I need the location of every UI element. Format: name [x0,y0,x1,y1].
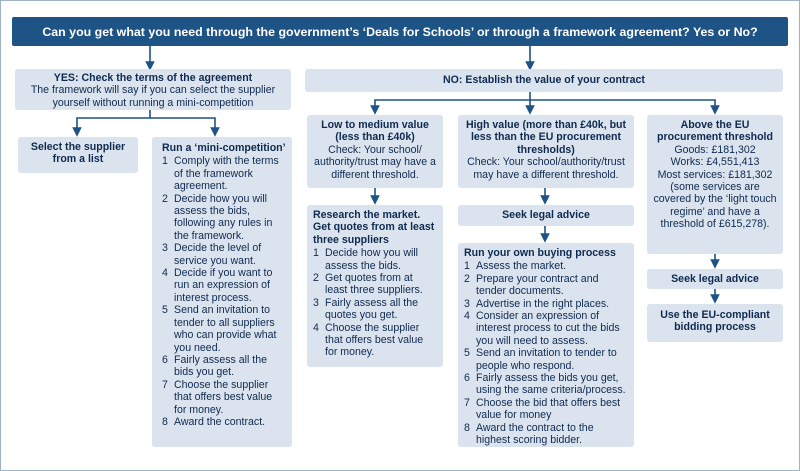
low-value-heading: Low to medium value (less than £40k) [321,119,429,144]
eu-goods: Goods: £181,302 [674,143,756,156]
high-legal-advice-box [458,205,634,226]
step-item [313,297,437,322]
step-number: 1 [313,247,319,260]
mini-competition-steps [162,155,286,428]
high-value-heading: High value (more than £40k, but less than the EU procurement thresholds) [465,119,627,156]
step-text: Decide how you will assess the bids. [325,247,419,272]
step-item [464,273,628,298]
step-number: 3 [313,296,319,309]
eu-note: (some services are covered by the ‘light touch regime’ and have a threshold of £615,278). [653,181,777,231]
buying-process-steps [464,260,628,446]
step-number: 3 [464,297,470,310]
research-heading: Research the market. Get quotes from at least three suppliers [313,209,435,246]
connector-no-eu [530,100,715,110]
step-text: Fairly assess all the quotes you get. [325,296,419,322]
step-number: 3 [162,242,168,255]
step-item [464,422,628,447]
step-number: 6 [464,372,470,385]
step-number: 5 [464,347,470,360]
step-number: 4 [313,321,319,334]
step-item [313,272,437,297]
step-number: 4 [464,310,470,323]
step-number: 4 [162,267,168,280]
step-item [162,304,286,354]
yes-text: The framework will say if you can select the supplier yourself without running a mini-competition [30,84,276,109]
step-text: Choose the supplier that offers best value for money. [174,378,273,416]
low-value-box [307,115,443,188]
step-number: 8 [162,415,168,428]
step-item [464,347,628,372]
eu-legal-advice-box [647,269,783,289]
step-text: Choose the supplier that offers best value for money. [325,321,424,359]
step-number: 1 [464,260,470,273]
step-item [162,193,286,243]
step-item [162,379,286,416]
step-text: Fairly assess all the bids you get. [174,353,268,379]
step-number: 8 [464,421,470,434]
yes-heading: YES: Check the terms of the agreement [53,72,253,84]
step-item [313,247,437,272]
connector-no-branch [375,92,530,110]
step-item [313,322,437,359]
step-text: Consider an expression of interest process to cut the bids you will need to assess. [476,310,620,347]
low-value-text: Check: Your school/ authority/trust may have a different threshold. [314,143,436,181]
eu-works: Works: £4,551,413 [670,156,760,169]
step-text: Send an invitation to tender to all suppliers who can provide what you need. [174,304,277,354]
step-number: 7 [464,396,470,409]
mini-competition-heading: Run a ‘mini-competition’ [162,142,286,154]
select-supplier-text: Select the supplier from a list [30,141,126,166]
eu-threshold-box [647,115,783,254]
step-text: Decide the level of service you want. [174,242,262,267]
step-number: 2 [464,272,470,285]
step-number: 5 [162,304,168,317]
step-text: Decide if you want to run an expression of interest process. [174,267,273,304]
step-item [162,354,286,379]
yes-box [15,69,291,110]
research-box [307,205,443,367]
step-item [464,298,628,310]
no-box [305,69,783,92]
select-supplier-box [18,137,138,173]
step-number: 7 [162,378,168,391]
step-item [464,397,628,422]
research-steps [313,247,437,359]
eu-threshold-heading: Above the EU procurement threshold [657,119,773,144]
eu-bidding-box [647,304,783,342]
step-text: Fairly assess the bids you get, using the same criteria/process. [476,372,626,397]
step-item [464,260,628,272]
buying-process-box [458,243,634,447]
step-number: 2 [313,272,319,285]
high-value-text: Check: Your school/authority/trust may have a different threshold. [467,156,625,181]
step-text: Send an invitation to tender to people who respond. [476,347,617,372]
step-item [162,416,286,428]
mini-competition-box [152,137,292,447]
step-item [162,242,286,267]
eu-bidding-text: Use the EU-compliant bidding process [660,309,770,334]
step-text: Decide how you will assess the bids, following any rules in the framework. [174,192,273,242]
step-item [464,310,628,347]
step-number: 1 [162,155,168,168]
title-text: Can you get what you need through the government’s ‘Deals for Schools’ or through a framework agreement? Yes or No? [42,24,758,39]
step-item [162,267,286,304]
step-text: Get quotes from at least three suppliers. [325,272,423,297]
buying-process-heading: Run your own buying process [464,247,616,259]
high-value-box [458,115,634,188]
step-number: 6 [162,353,168,366]
step-text: Award the contract to the highest scoring bidder. [476,421,594,447]
step-item [162,155,286,192]
step-number: 2 [162,192,168,205]
eu-legal-advice-text: Seek legal advice [671,273,759,285]
step-text: Choose the bid that offers best value for money [476,396,621,422]
title-bar [12,17,788,46]
eu-most-services: Most services: £181,302 [657,168,773,181]
no-heading: NO: Establish the value of your contract [443,74,645,86]
connector-yes-mini [150,118,215,132]
step-text: Award the contract. [174,415,266,428]
step-text: Comply with the terms of the framework agreement. [174,155,279,193]
step-text: Assess the market. [476,260,567,273]
step-item [464,372,628,397]
step-text: Advertise in the right places. [476,297,610,310]
high-legal-advice-text: Seek legal advice [502,209,590,221]
step-text: Prepare your contract and tender documents. [476,272,599,298]
connector-yes-branch [77,110,150,132]
